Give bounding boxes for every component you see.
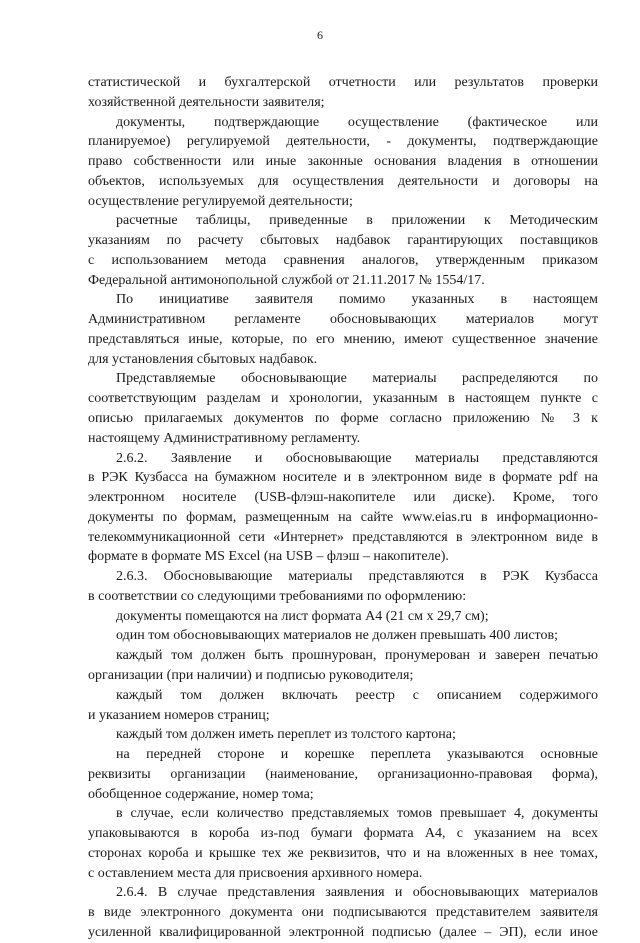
page-number: 6 [317,28,323,42]
text-line: хозяйственной деятельности заявителя; [88,94,325,110]
text-line: один том обосновывающих материалов не должен превышать 400 листов; [116,628,558,644]
text-line: в РЭК Кузбасса на бумажном носителе и в электронном виде в формате pdf на [88,470,598,486]
text-line: 2.6.4. В случае представления заявления и обосновывающих материалов [116,885,598,901]
text-line: Федеральной антимонопольной службой от 21.11.2017 № 1554/17. [88,272,485,288]
text-line: 2.6.2. Заявление и обосновывающие материалы представляются [116,450,598,466]
text-line: документы помещаются на лист формата А4 (21 см х 29,7 см); [116,608,489,624]
text-line: в случае, если количество представляемых томов превышает 4, документы [116,806,598,822]
text-line: Представляемые обосновывающие материалы распределяются по [116,371,598,387]
text-line: с оставлением места для присвоения архивного номера. [88,865,423,881]
text-line: расчетные таблицы, приведенные в приложении к Методическим [116,213,598,229]
text-line: с использованием метода сравнения аналогов, утвержденным приказом [88,252,598,268]
text-line: документы, подтверждающие осуществление (фактическое или [116,114,598,130]
document-body [88,73,598,943]
text-line: для установления сбытовых надбавок. [88,351,318,367]
text-line: право собственности или иные законные основания владения в отношении [88,154,598,170]
text-line: представляться иные, которые, по его мнению, имеют существенное значение [88,331,598,347]
text-line: в виде электронного документа они подписываются представителем заявителя [88,905,598,921]
text-line: и указанием номеров страниц; [88,707,270,723]
text-line: упаковываются в короба из-под бумаги формата А4, с указанием на всех [88,826,598,842]
text-line: телекоммуникационной сети «Интернет» представляются в электронном виде в [88,529,598,545]
text-line: описью прилагаемых документов по форме согласно приложению № 3 к [88,411,598,427]
text-line: статистической и бухгалтерской отчетности или результатов проверки [88,75,598,90]
text-line: формате в формате MS Excel (на USB – флэш – накопителе). [88,549,449,565]
text-line: обобщенное содержание, номер тома; [88,786,314,802]
text-line: указаниям по расчету сбытовых надбавок гарантирующих поставщиков [88,233,598,249]
text-line: электронном носителе (USB-флэш-накопителе или диске). Кроме, того [88,490,598,506]
text-line: сторонах короба и крышке тех же реквизитов, что и на вложенных в нее томах, [88,845,598,861]
text-line: каждый том должен иметь переплет из толстого картона; [116,727,456,743]
text-line: настоящему Административному регламенту. [88,430,361,446]
text-line: усиленной квалифицированной электронной подписью (далее – ЭП), если иное [88,924,598,940]
text-line: каждый том должен быть прошнурован, пронумерован и заверен печатью [116,648,598,664]
text-line: реквизиты организации (наименование, организационно-правовая форма), [88,766,598,782]
text-line: объектов, используемых для осуществления деятельности и договоры на [88,173,598,189]
text-line: Административном регламенте обосновывающих материалов могут [88,312,598,328]
text-line: каждый том должен включать реестр с описанием содержимого [116,687,598,703]
text-line: документы по формам, размещенным на сайте www.eias.ru в информационно- [88,509,598,525]
text-line: планируемое) регулируемой деятельности, - документы, подтверждающие [88,134,598,150]
text-line: в соответствии со следующими требованиями по оформлению: [88,588,467,604]
text-line: на передней стороне и корешке переплета указываются основные [116,747,598,763]
text-line: соответствующим разделам и хронологии, указанным в настоящем пункте с [88,391,598,407]
text-line: 2.6.3. Обосновывающие материалы представляются в РЭК Кузбасса [116,569,598,585]
text-line: организации (при наличии) и подписью руководителя; [88,667,414,683]
text-line: По инициативе заявителя помимо указанных в настоящем [116,292,598,308]
text-line: осуществление регулируемой деятельности; [88,193,353,209]
